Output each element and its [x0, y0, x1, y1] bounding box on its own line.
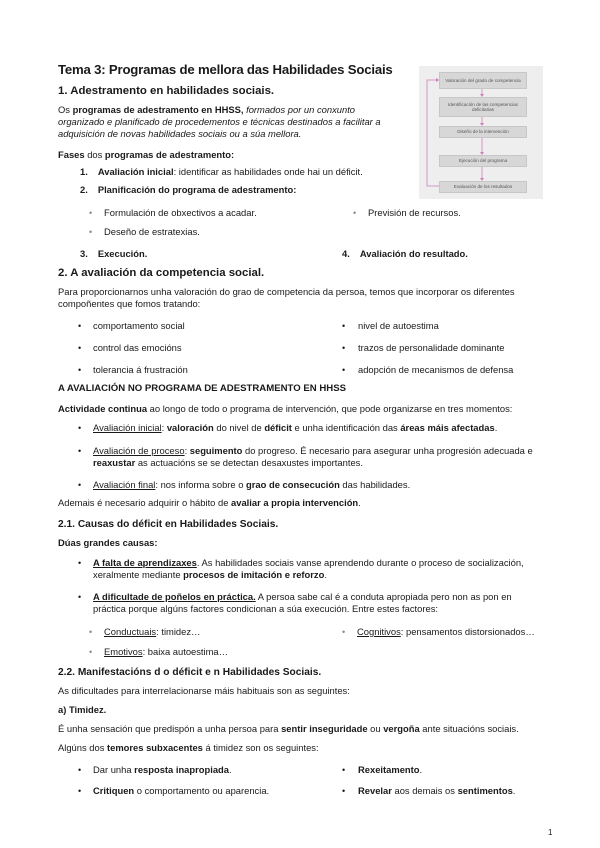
bullet-icon: • — [342, 765, 346, 775]
evaluation-process-line-1: Avaliación de proceso: seguimento do progreso. É necesario para asegurar unha progresión adecuada e — [93, 445, 533, 456]
phase-4: 4. Avaliación do resultado. — [342, 248, 468, 259]
sub-item-resources: Previsión de recursos. — [368, 207, 461, 218]
cause-2-line-1: A dificultade de poñelos en práctica. A persoa sabe cal é a conduta apropiada pero non as pon en — [93, 591, 512, 602]
bullet-icon: • — [78, 423, 82, 433]
section-2-2-heading: 2.2. Manifestacións d o déficit e n Habilidades Sociais. — [58, 667, 322, 678]
section-1-intro-line-3: adquisición de novas habilidades sociais ou a súa mellora. — [58, 128, 302, 139]
flowchart-step-3: Diseño de la intervención — [439, 126, 527, 138]
sub-bullet-icon: • — [89, 208, 93, 218]
cause-2-line-2: práctica porque algúns factores condicionan a súa execución. Entre estes factores: — [93, 603, 438, 614]
sub-bullet-icon: • — [89, 627, 93, 637]
sub-item-objectives: Formulación de obxectivos a acadar. — [104, 207, 257, 218]
bullet-icon: • — [78, 365, 82, 375]
bullet-icon: • — [78, 765, 82, 775]
section-2-1-lead: Dúas grandes causas: — [58, 537, 158, 548]
cause-1-line-2: xeralmente mediante procesos de imitación e reforzo. — [93, 569, 327, 580]
bullet-icon: • — [78, 321, 82, 331]
evaluation-tail: Ademais é necesario adquirir o hábito de avaliar a propia intervención. — [58, 497, 361, 508]
sub-bullet-icon: • — [89, 227, 93, 237]
component-item: adopción de mecanismos de defensa — [358, 364, 514, 375]
bullet-icon: • — [342, 321, 346, 331]
section-1-intro-line-2: organizado e planificado de procedementos e técnicas destinados a facilitar a — [58, 116, 381, 127]
sub-bullet-icon: • — [353, 208, 357, 218]
bullet-icon: • — [342, 786, 346, 796]
bullet-icon: • — [78, 558, 82, 568]
page-number: 1 — [548, 828, 553, 837]
section-2-intro-line-1: Para proporcionarnos unha valoración do grao de competencia da persoa, temos que incorporar os diferentes — [58, 286, 515, 297]
evaluation-lead: Actividade continua ao longo de todo o programa de intervención, que pode organizarse en tres momentos: — [58, 403, 513, 414]
flowchart-step-4: Ejecución del programa — [439, 155, 527, 167]
section-1-intro-line-1: Os programas de adestramento en HHSS, formados por un conxunto — [58, 104, 356, 115]
section-2-intro-line-2: compoñentes que fomos tratando: — [58, 298, 201, 309]
bullet-icon: • — [342, 365, 346, 375]
timidity-heading: a) Timidez. — [58, 704, 107, 715]
section-2-2-lead: As dificultades para interrelacionarse máis habituais son as seguintes: — [58, 685, 350, 696]
bullet-icon: • — [78, 343, 82, 353]
timidity-definition: É unha sensación que predispón a unha persoa para sentir inseguridade ou vergoña ante situacións sociais. — [58, 723, 519, 734]
evaluation-final: Avaliación final: nos informa sobre o grao de consecución das habilidades. — [93, 479, 411, 490]
phase-2: 2. Planificación do programa de adestramento: — [80, 184, 297, 195]
bullet-icon: • — [78, 480, 82, 490]
timidity-fears-lead: Algúns dos temores subxacentes á timidez son os seguintes: — [58, 742, 319, 753]
evaluation-process-line-2: reaxustar as actuacións se se detectan desaxustes importantes. — [93, 457, 363, 468]
sub-item-strategies: Deseño de estratexias. — [104, 226, 200, 237]
fear-item: Revelar aos demais os sentimentos. — [358, 785, 516, 796]
cause-1-line-1: A falta de aprendizaxes. As habilidades sociais vanse aprendendo durante o proceso de socialización, — [93, 557, 524, 568]
section-1-heading: 1. Adestramento en habilidades sociais. — [58, 85, 275, 97]
fear-item: Rexeitamento. — [358, 764, 423, 775]
section-2-1-heading: 2.1. Causas do déficit en Habilidades Sociais. — [58, 519, 279, 530]
flowchart-step-1: Valoración del grado de competencia — [439, 72, 527, 89]
flowchart-figure — [419, 66, 543, 199]
fear-item: Critiquen o comportamento ou aparencia. — [93, 785, 270, 796]
component-item: control das emocións — [93, 342, 182, 353]
page-title: Tema 3: Programas de mellora das Habilidades Sociais — [58, 62, 393, 77]
phase-1: 1. Avaliación inicial: identificar as habilidades onde hai un déficit. — [80, 166, 363, 177]
phase-3: 3. Execución. — [80, 248, 148, 259]
evaluation-heading: A AVALIACIÓN NO PROGRAMA DE ADESTRAMENTO EN HHSS — [58, 383, 346, 394]
phases-label: Fases dos programas de adestramento: — [58, 149, 235, 160]
sub-bullet-icon: • — [342, 627, 346, 637]
section-2-heading: 2. A avaliación da competencia social. — [58, 267, 265, 279]
flowchart-step-5: Evaluación de los resultados — [439, 181, 527, 193]
evaluation-initial: Avaliación inicial: valoración do nivel de déficit e unha identificación das áreas máis afectadas. — [93, 422, 498, 433]
bullet-icon: • — [78, 592, 82, 602]
component-item: nivel de autoestima — [358, 320, 439, 331]
component-item: comportamento social — [93, 320, 185, 331]
bullet-icon: • — [78, 446, 82, 456]
fear-item: Dar unha resposta inapropiada. — [93, 764, 232, 775]
flowchart-step-2: Identificación de las competencias deficitarias — [439, 97, 527, 117]
bullet-icon: • — [342, 343, 346, 353]
component-item: tolerancia á frustración — [93, 364, 188, 375]
factor-conductual: Conductuais: timidez… — [104, 626, 201, 637]
bullet-icon: • — [78, 786, 82, 796]
sub-bullet-icon: • — [89, 647, 93, 657]
component-item: trazos de personalidade dominante — [358, 342, 505, 353]
factor-emotive: Emotivos: baixa autoestima… — [104, 646, 229, 657]
factor-cognitive: Cognitivos: pensamentos distorsionados… — [357, 626, 535, 637]
